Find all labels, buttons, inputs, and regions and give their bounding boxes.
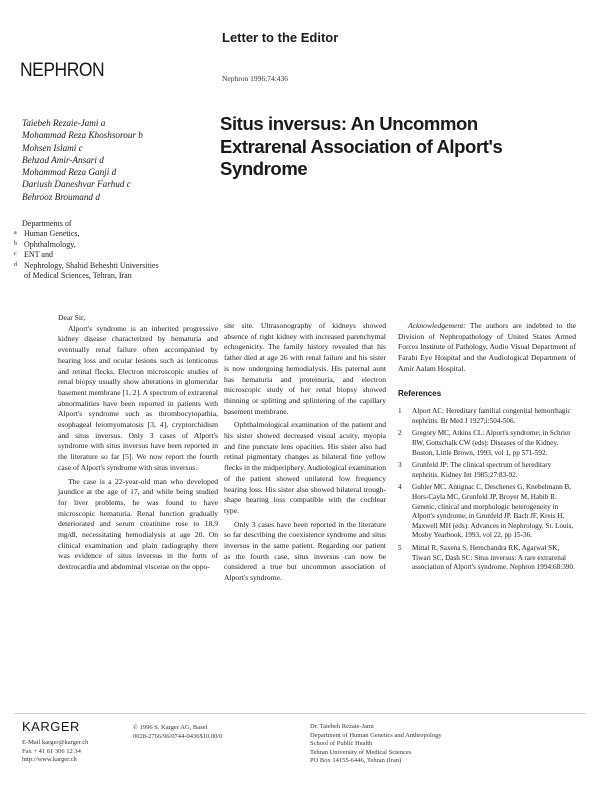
affiliation-marker: d bbox=[14, 261, 17, 268]
copyright-line: © 1996 S. Karger AG, Basel bbox=[133, 724, 208, 731]
affiliation-item bbox=[14, 261, 214, 282]
reference-text: Gubler MC, Antignac C, Deschenes G, Knebelmann B, Hors-Cayla MC, Grunfeld JP, Broyer M, Habib R: Genetic, clinical and morphologic heterogeneity in Alport's syndrome; in Grunfeld JP, Bach JF, Kreis H, Maxwell MH (eds): Advances in Nephrology. St. Louis, Mosby Yearbook, 1993, vol 22, pp 15-36. bbox=[412, 483, 574, 540]
body-paragraph: The case is a 22-year-old man who developed jaundice at the age of 17, and while being studied for liver problems, he was found to have microscopic hematuria. Renal function gradually deteriorated and serum creatinine rose to 18.9 mg/dl, necessitating hemodialysis at age 20. On clinical examination and plain radiography there was evidence of situs inversus in the form of dextrocardia and abdominal viscerae on the oppo- bbox=[58, 476, 218, 572]
journal-logo: NEPHRON bbox=[20, 60, 105, 81]
article-title-line: Syndrome bbox=[220, 158, 308, 179]
affiliation-list bbox=[14, 229, 214, 282]
acknowledgement-text: The authors are indebted to the Division of Nephropathology of United States Armed Forces Institute of Pathology, Audio Visual Department of Farabi Eye Hospital and the Audiological Department of Amir Aalam Hospital. bbox=[398, 321, 576, 373]
author-name: Dariush Daneshvar Farhud c bbox=[22, 179, 131, 190]
author-name: Behrooz Broumand d bbox=[22, 191, 100, 202]
reference-item bbox=[398, 429, 576, 458]
body-paragraph: Alport's syndrome is an inherited progressive kidney disease characterized by hematuria and eventually renal failure often accompanied by hearing loss and ocular lesions such as lenticonus and retinal flecks. Electron microscopic studies of renal biopsy usually show alterations in glomerular basement membrane [1, 2]. A spectrum of extrarenal abnormalities have been reported in patients with Alport's syndrome such as thrombocytopathia, esophageal leiomyomatosis [3, 4], cryptorchidism and situs inversus. Only 3 cases of Alport's syndrome with situs inversus have been reported in the literature so far [5]. We now report the fourth case of Alport's syndrome with situs inversus. bbox=[58, 323, 218, 472]
reference-text: Mittal R, Saxena S, Hemchandra RK, Agarwal SK, Tiwari SC, Dash SC: Situs inversus: A rare extrarenal association of Alport's syndrome. Nephron 1994;68:390. bbox=[412, 543, 575, 572]
article-type-heading: Letter to the Editor bbox=[222, 30, 339, 45]
affiliation-text: Ophthalmology, bbox=[24, 239, 76, 249]
correspondence-line: School of Public Health bbox=[310, 740, 373, 747]
body-paragraph: site site. Ultrasonography of kidneys showed absence of right kidney with increased parenchymal echogenicity. The family history revealed that his father died at age 26 with renal failure and his sister is now undergoing hemodialysis. His paternal aunt has hematuria and proteinuria, and electron microscopic study of her renal biopsy showed thinning or splitting and splintering of the capillary basement membrane. bbox=[224, 321, 386, 416]
affiliation-item bbox=[14, 250, 214, 261]
affiliations-heading: Departments of bbox=[22, 219, 72, 228]
body-column-1 bbox=[58, 313, 218, 576]
affiliation-text: Nephrology, Shahid Beheshti Universities bbox=[24, 260, 159, 270]
acknowledgement bbox=[398, 321, 576, 375]
journal-citation: Nephron 1996;74:436 bbox=[222, 74, 289, 83]
body-column-3 bbox=[398, 321, 576, 576]
reference-text: Gregory MC, Atkins CL: Alport's syndrome; in Schrier RW, Gottschalk CW (eds): Diseases of the Kidney. Boston, Little Brown, 1993, vol 1, pp 571-592. bbox=[412, 429, 571, 457]
reference-number: 4 bbox=[398, 483, 402, 492]
author-name: Mohammad Reza Khoshsorour b bbox=[22, 130, 143, 141]
reference-number: 5 bbox=[398, 543, 402, 552]
publisher-email: E-Mail karger@karger.ch bbox=[22, 739, 89, 746]
reference-item bbox=[398, 544, 576, 573]
author-list bbox=[22, 117, 207, 203]
reference-text: Grunfeld JP: The clinical spectrum of hereditary nephritis. Kidney Int 1985;27:83-92. bbox=[412, 461, 552, 479]
affiliation-marker: c bbox=[14, 251, 17, 257]
body-paragraph: Only 3 cases have been reported in the literature so far describing the coexistence syndrome and situs inversus in the same patient. Regarding our patient as the fourth case, situs inversus can now be considered a true but uncommon association of Alport's syndrome. bbox=[224, 519, 386, 583]
affiliation-marker: b bbox=[14, 240, 17, 247]
article-title-line: Situs inversus: An Uncommon bbox=[220, 113, 478, 134]
author-name: Taiebeh Rezaie-Jami a bbox=[22, 118, 106, 128]
reference-number: 2 bbox=[398, 429, 402, 438]
affiliation-text: Human Genetics, bbox=[24, 229, 80, 238]
correspondence-line: PO Box 14155-6446, Tehran (Iran) bbox=[310, 757, 402, 764]
reference-item bbox=[398, 407, 576, 426]
author-name: Mohsen Islami c bbox=[22, 142, 83, 153]
correspondence-line: Dr. Taiebeh Rezaie-Jami bbox=[310, 723, 374, 730]
publisher-logo: KARGER bbox=[22, 719, 80, 734]
affiliation-item bbox=[14, 229, 214, 240]
reference-item bbox=[398, 483, 576, 541]
affiliation-marker: a bbox=[14, 230, 17, 236]
publisher-website: http://www.karger.ch bbox=[22, 756, 77, 763]
references-heading: References bbox=[398, 388, 442, 398]
copyright-notice bbox=[133, 724, 222, 741]
publisher-fax: Fax + 41 61 306 12 34 bbox=[22, 747, 81, 755]
author-name: Behzad Amir-Ansari d bbox=[22, 154, 104, 165]
reference-number: 3 bbox=[398, 461, 402, 470]
acknowledgement-label: Acknowledgement: bbox=[408, 321, 466, 330]
correspondence-line: Department of Human Genetics and Anthropology bbox=[310, 731, 442, 739]
reference-text: Alport AC: Hereditary familial congenital hemorrhagic nephritis. Br Med J 1927;i:504-506. bbox=[412, 407, 571, 425]
salutation: Dear Sir, bbox=[58, 313, 86, 322]
reference-number: 1 bbox=[398, 407, 402, 416]
reference-item bbox=[398, 461, 576, 480]
correspondence-line: Tehran University of Medical Sciences bbox=[310, 748, 412, 756]
affiliation-item bbox=[14, 240, 214, 251]
body-column-2 bbox=[224, 321, 386, 587]
affiliation-text: ENT and bbox=[24, 250, 53, 259]
article-title bbox=[220, 113, 580, 181]
body-paragraph: Ophthalmological examination of the patient and his sister showed decreased visual acuity, myopia and fine punctate lens opacities. His sister also had retinal pigmentary changes as bilateral fine yellow flecks in the midperiphery. Audiological examination of the patient showed unilateral low frequency hearing loss. His sister also showed bilateral trough-shape hearing loss compatible with the cochlear type. bbox=[224, 420, 386, 515]
author-name: Mohammad Reza Ganji d bbox=[22, 167, 117, 178]
article-title-line: Extrarenal Association of Alport's bbox=[220, 135, 503, 157]
copyright-line: 0028-2766/96/0744-0436$10.00/0 bbox=[133, 732, 223, 740]
correspondence-address bbox=[310, 723, 442, 766]
affiliation-text: of Medical Sciences, Tehran, Iran bbox=[24, 271, 132, 280]
publisher-contacts bbox=[22, 739, 88, 765]
footer-divider bbox=[14, 713, 586, 714]
